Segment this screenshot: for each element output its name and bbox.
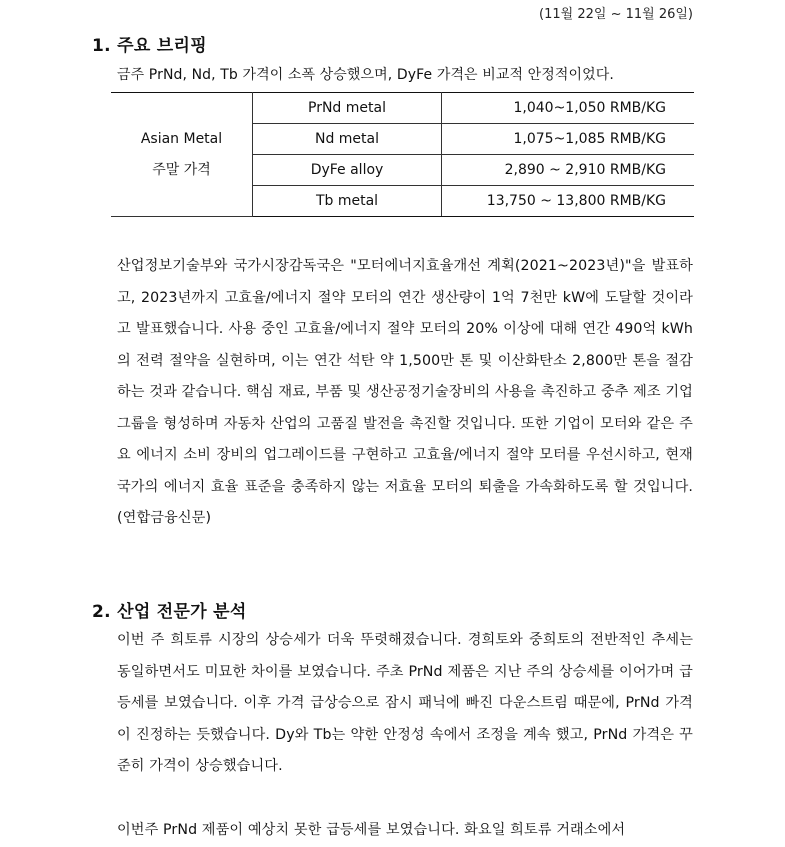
- weekly-summary: 금주 PrNd, Nd, Tb 가격이 소폭 상승했으며, DyFe 가격은 비교적 안정적이었다.: [117, 67, 614, 83]
- product-price: 13,750 ~ 13,800 RMB/KG: [442, 186, 695, 217]
- date-range: (11월 22일 ~ 11월 26일): [539, 7, 693, 22]
- section-1-heading: 1. 주요 브리핑: [92, 36, 207, 56]
- analysis-paragraph-continued: 이번주 PrNd 제품이 예상치 못한 급등세를 보였습니다. 화요일 희토류 거래소에서: [117, 822, 626, 838]
- price-source-label: Asian Metal: [140, 130, 223, 147]
- product-name: Tb metal: [253, 186, 442, 217]
- product-price: 2,890 ~ 2,910 RMB/KG: [442, 155, 695, 186]
- news-paragraph: 산업정보기술부와 국가시장감독국은 "모터에너지효율개선 계획(2021~2023년)"을 발표하고, 2023년까지 고효율/에너지 절약 모터의 연간 생산량이 1억 7천만 kW에 도달할 것이라고 발표했습니다. 사용 중인 고효율/에너지 절약 모터의 20% 이상에 대해 연간 490억 kWh의 전력 절약을 실현하며, 이는 연간 석탄 약 1,500만 톤 및 이산화탄소 2,800만 톤을 절감하는 것과 같습니다. 핵심 재료, 부품 및 생산공정기술장비의 사용을 촉진하고 중추 제조 기업 그룹을 형성하며 자동차 산업의 고품질 발전을 촉진할 것입니다. 또한 기업이 모터와 같은 주요 에너지 소비 장비의 업그레이드를 구현하고 고효율/에너지 절약 모터를 우선시하고, 현재 국가의 에너지 효율 표준을 충족하지 않는 저효율 모터의 퇴출을 가속화하도록 할 것입니다. (연합금융신문): [117, 258, 693, 526]
- section-2-heading: 2. 산업 전문가 분석: [92, 602, 247, 622]
- table-row: [111, 93, 694, 124]
- product-name: DyFe alloy: [253, 155, 442, 186]
- price-source-cell: [111, 93, 253, 217]
- price-table: [111, 92, 694, 217]
- product-name: PrNd metal: [253, 93, 442, 124]
- product-price: 1,040~1,050 RMB/KG: [442, 93, 695, 124]
- product-name: Nd metal: [253, 124, 442, 155]
- analysis-paragraph: 이번 주 희토류 시장의 상승세가 더욱 뚜렷해졌습니다. 경희토와 중희토의 전반적인 추세는 동일하면서도 미묘한 차이를 보였습니다. 주초 PrNd 제품은 지난 주의 상승세를 이어가며 급등세를 보였습니다. 이후 가격 급상승으로 잠시 패닉에 빠진 다운스트림 때문에, PrNd 가격이 진정하는 듯했습니다. Dy와 Tb는 약한 안정성 속에서 조정을 계속 했고, PrNd 가격은 꾸준히 가격이 상승했습니다.: [117, 632, 693, 774]
- product-price: 1,075~1,085 RMB/KG: [442, 124, 695, 155]
- price-type-label: 주말 가격: [152, 161, 211, 178]
